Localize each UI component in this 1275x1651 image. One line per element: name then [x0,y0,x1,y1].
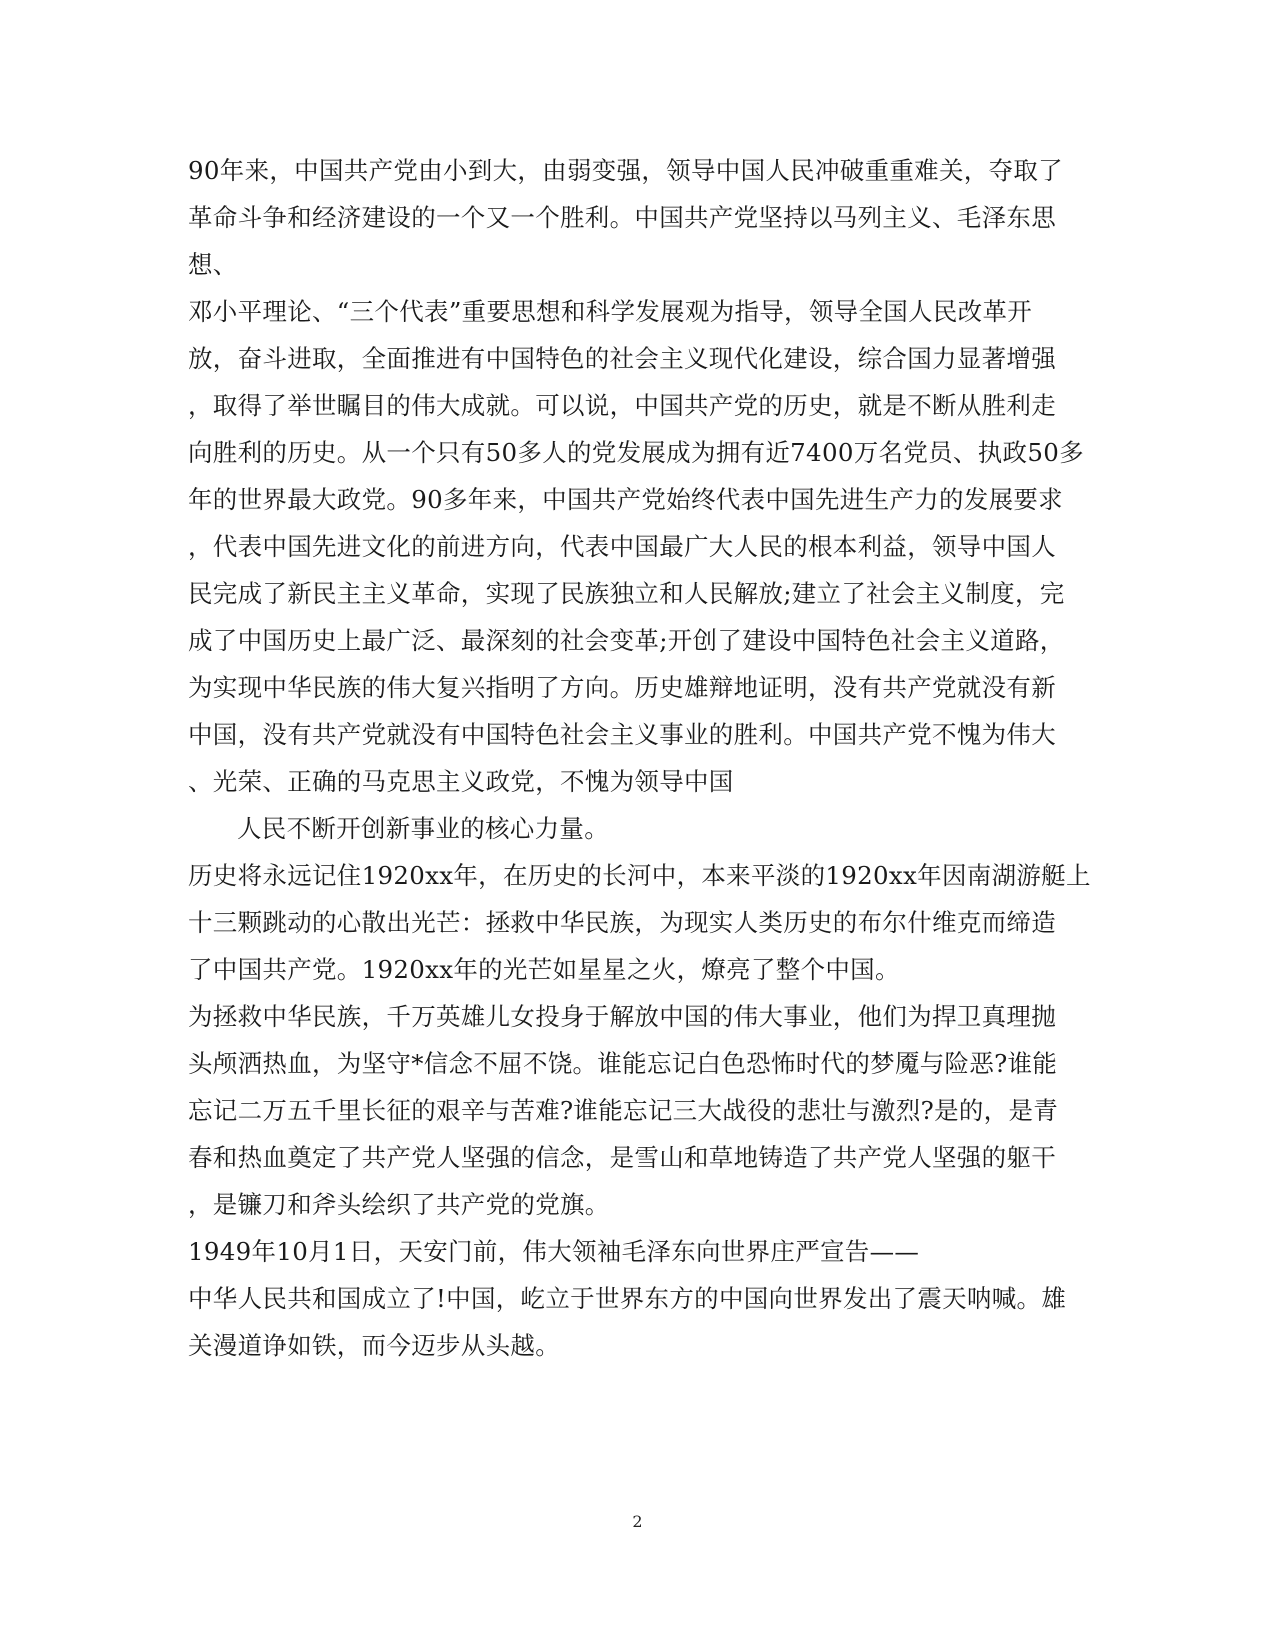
text-line: 中国，没有共产党就没有中国特色社会主义事业的胜利。中国共产党不愧为伟大 [188,720,1056,749]
text-line: ，是镰刀和斧头绘织了共产党的党旗。 [188,1190,610,1219]
text-line: 关漫道诤如铁，而今迈步从头越。 [188,1331,560,1360]
text-line: 十三颗跳动的心散出光芒：拯救中华民族，为现实人类历史的布尔什维克而缔造 [188,908,1056,937]
page-number: 2 [632,1512,643,1531]
text-line: 90年来，中国共产党由小到大，由弱变强，领导中国人民冲破重重难关，夺取了 [188,156,1063,185]
text-line: 历史将永远记住1920xx年，在历史的长河中，本来平淡的1920xx年因南湖游艇上 [188,861,1091,890]
text-line: 放，奋斗进取，全面推进有中国特色的社会主义现代化建设，综合国力显著增强 [188,344,1056,373]
text-line: 想、 [188,250,238,279]
text-line: ，取得了举世瞩目的伟大成就。可以说，中国共产党的历史，就是不断从胜利走 [188,391,1056,420]
text-line: 向胜利的历史。从一个只有50多人的党发展成为拥有近7400万名党员、执政50多 [188,438,1084,467]
text-line: 忘记二万五千里长征的艰辛与苦难?谁能忘记三大战役的悲壮与激烈?是的，是青 [188,1096,1059,1125]
text-line: 了中国共产党。1920xx年的光芒如星星之火，燎亮了整个中国。 [188,955,900,984]
text-line: 年的世界最大政党。90多年来，中国共产党始终代表中国先进生产力的发展要求 [188,485,1063,514]
text-line: ，代表中国先进文化的前进方向，代表中国最广大人民的根本利益，领导中国人 [188,532,1056,561]
text-line: 革命斗争和经济建设的一个又一个胜利。中国共产党坚持以马列主义、毛泽东思 [188,203,1056,232]
text-line: 、光荣、正确的马克思主义政党，不愧为领导中国 [188,767,734,796]
text-line: 1949年10月1日，天安门前，伟大领袖毛泽东向世界庄严宣告—— [188,1237,920,1266]
text-line: 头颅洒热血，为坚守*信念不屈不饶。谁能忘记白色恐怖时代的梦魇与险恶?谁能 [188,1049,1058,1078]
text-line: 成了中国历史上最广泛、最深刻的社会变革;开创了建设中国特色社会主义道路， [188,626,1065,655]
text-line: 人民不断开创新事业的核心力量。 [237,814,609,843]
text-line: 为实现中华民族的伟大复兴指明了方向。历史雄辩地证明，没有共产党就没有新 [188,673,1056,702]
text-line: 中华人民共和国成立了!中国，屹立于世界东方的中国向世界发出了震天呐喊。雄 [188,1284,1067,1313]
text-line: 为拯救中华民族，千万英雄儿女投身于解放中国的伟大事业，他们为捍卫真理抛 [188,1002,1056,1031]
text-line: 邓小平理论、“三个代表”重要思想和科学发展观为指导，领导全国人民改革开 [188,297,1033,326]
text-line: 春和热血奠定了共产党人坚强的信念，是雪山和草地铸造了共产党人坚强的躯干 [188,1143,1056,1172]
text-line: 民完成了新民主主义革命，实现了民族独立和人民解放;建立了社会主义制度，完 [188,579,1065,608]
